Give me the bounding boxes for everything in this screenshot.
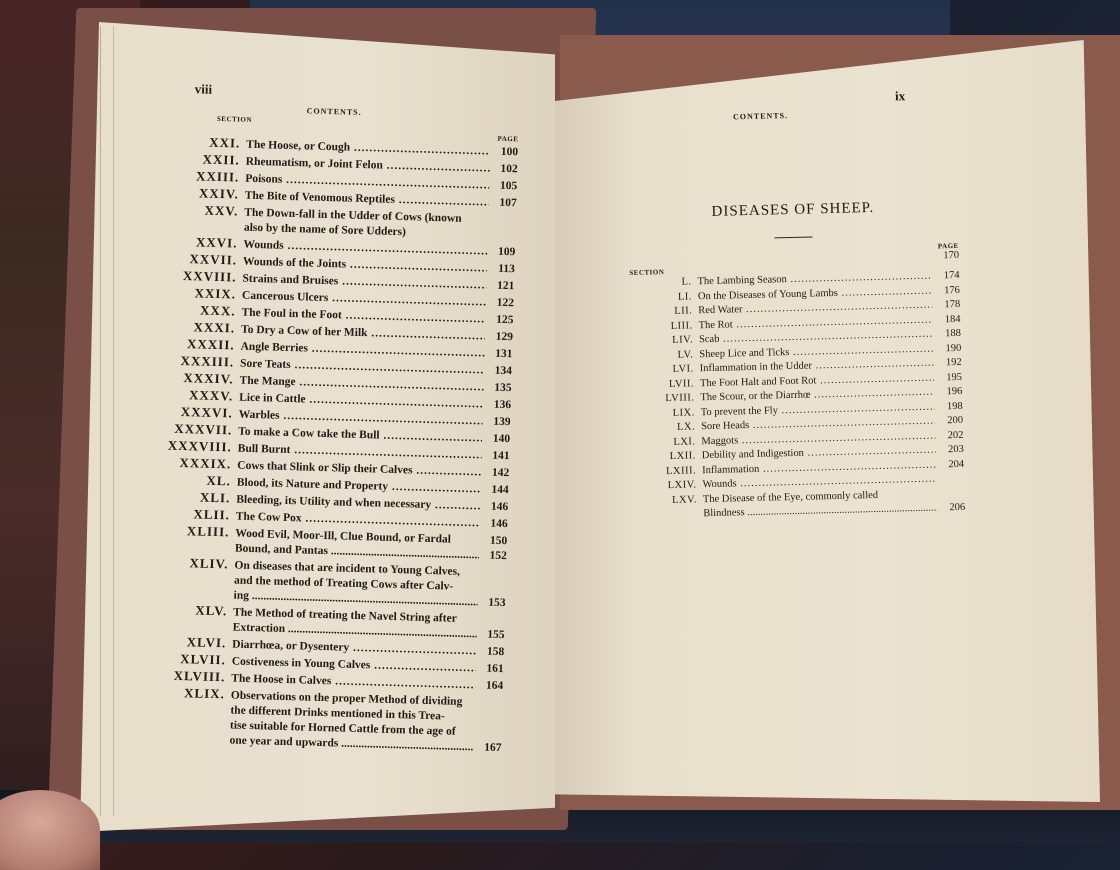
toc-entry: LII. Red Water ..... 178: [630, 298, 960, 321]
toc-entry: XXXVIII. Bull Burnt ..... 141: [140, 437, 510, 464]
folio-right: ix: [894, 88, 906, 104]
toc-entry: LVII. The Foot Halt and Foot Rot ..... 195: [632, 370, 962, 393]
toc-entry: XXXI. To Dry a Cow of her Milk ..... 129: [143, 318, 513, 345]
section-label-right: SECTION: [629, 268, 665, 277]
toc-entry: L. The Lambing Season ..... 174: [629, 269, 959, 292]
toc-entry: XXX. The Foul in the Foot ..... 125: [143, 301, 513, 328]
toc-entry: XXXV. Lice in Cattle ..... 136: [141, 386, 511, 413]
running-head-right: CONTENTS.: [732, 111, 789, 122]
toc-entry: XXIX. Cancerous Ulcers ..... 122: [144, 284, 514, 311]
toc-entry: XXVII. Wounds of the Joints ..... 113: [145, 250, 515, 277]
right-page-contents: [625, 87, 965, 523]
toc-entry: XXXIII. Sore Teats ..... 134: [142, 352, 512, 379]
toc-entry: LV. Sheep Lice and Ticks ..... 190: [631, 341, 961, 364]
toc-entry: XXI. The Hoose, or Cough ..... 100: [148, 133, 518, 160]
toc-entry: XLIX. Observations on the proper Method of dividing: [183, 685, 463, 708]
running-head-left: CONTENTS.: [306, 106, 362, 117]
toc-entry-continuation: tise suitable for Horned Cattle from the age of: [229, 719, 456, 738]
toc-entry: LVIII. The Scour, or the Diarrhœ ..... 196: [632, 385, 962, 408]
toc-entry: XXXIV. The Mange ..... 135: [141, 369, 511, 396]
toc-entry-continuation: the different Drinks mentioned in this Trea-: [230, 704, 445, 723]
toc-entry: LX. Sore Heads ..... 200: [633, 414, 963, 437]
toc-entry-continuation: Blindness ..... 206: [635, 501, 965, 524]
toc-entry: XLIII. Wood Evil, Moor-Ill, Clue Bound, or Fardal 150: [186, 523, 508, 548]
toc-entry-continuation: ing ..... 153: [135, 586, 505, 611]
toc-entry: XXIII. Poisons ..... 105: [147, 167, 517, 194]
toc-entry: XLIV. On diseases that are incident to Young Calves,: [189, 555, 461, 578]
toc-entry: XXXVII. To make a Cow take the Bull ..... 140: [140, 420, 510, 447]
chapter-title: DISEASES OF SHEEP.: [711, 199, 875, 220]
toc-entry: XXXVI. Warbles ..... 139: [141, 403, 511, 430]
toc-entry: LIII. The Rot ..... 184: [631, 312, 961, 335]
title-rule: [775, 236, 813, 238]
toc-entry: LVI. Inflammation in the Udder ..... 192: [632, 356, 962, 379]
toc-entry: LXV. The Disease of the Eye, commonly called: [671, 489, 879, 506]
toc-entry: XLII. The Cow Pox ..... 146: [138, 505, 508, 532]
toc-entry: XLV. The Method of treating the Navel String after: [195, 602, 457, 625]
toc-entry: XXXIX. Cows that Slink or Slip their Calves ..... 142: [139, 454, 509, 481]
toc-entry: XLVIII. The Hoose in Calves ..... 164: [133, 667, 503, 694]
toc-entry: XLI. Bleeding, its Utility and when necessary ..... 146: [138, 488, 508, 515]
toc-entry: LIX. To prevent the Fly ..... 198: [633, 399, 963, 422]
folio-left: viii: [194, 81, 213, 97]
left-page-contents: [131, 80, 519, 756]
section-label: SECTION: [216, 114, 253, 124]
toc-entry: LXII. Debility and Indigestion ..... 203: [634, 443, 964, 466]
toc-entry: XXVIII. Strains and Bruises ..... 121: [144, 267, 514, 294]
toc-entry: XXII. Rheumatism, or Joint Felon ..... 102: [148, 150, 518, 177]
toc-entry: XLVII. Costiveness in Young Calves ..... 161: [134, 650, 504, 677]
toc-entry-continuation: one year and upwards ..... 167: [131, 731, 501, 756]
toc-entry-continuation: Extraction ..... 155: [135, 618, 505, 643]
toc-entry: XXV. The Down-fall in the Udder of Cows (known: [204, 202, 462, 225]
page-label: PAGE: [497, 134, 519, 144]
page-label-right: PAGE: [937, 241, 959, 251]
toc-entry: XL. Blood, its Nature and Property ..... 144: [139, 471, 509, 498]
toc-entry: LIV. Scab ..... 188: [631, 327, 961, 350]
toc-entry: LXIII. Inflammation ..... 204: [634, 457, 964, 480]
toc-entry: XXXII. Angle Berries ..... 131: [142, 335, 512, 362]
toc-entry: LXIV. Wounds .....: [634, 472, 964, 495]
toc-entry-continuation: Bound, and Pantas ..... 152: [137, 539, 507, 564]
first-page-number: 170: [943, 249, 960, 262]
toc-entry: LXI. Maggots ..... 202: [633, 428, 963, 451]
toc-entry-continuation: and the method of Treating Cows after Calv-: [233, 574, 454, 593]
toc-entry: LI. On the Diseases of Young Lambs ..... 176: [630, 283, 960, 306]
toc-entry-continuation: also by the name of Sore Udders): [243, 221, 407, 239]
page-edges: [100, 26, 114, 816]
toc-entry: XXIV. The Bite of Venomous Reptiles ..... 107: [147, 184, 517, 211]
toc-entry: XLVI. Diarrhœa, or Dysentery ..... 158: [134, 633, 504, 660]
toc-entry: XXVI. Wounds ..... 109: [145, 233, 515, 260]
